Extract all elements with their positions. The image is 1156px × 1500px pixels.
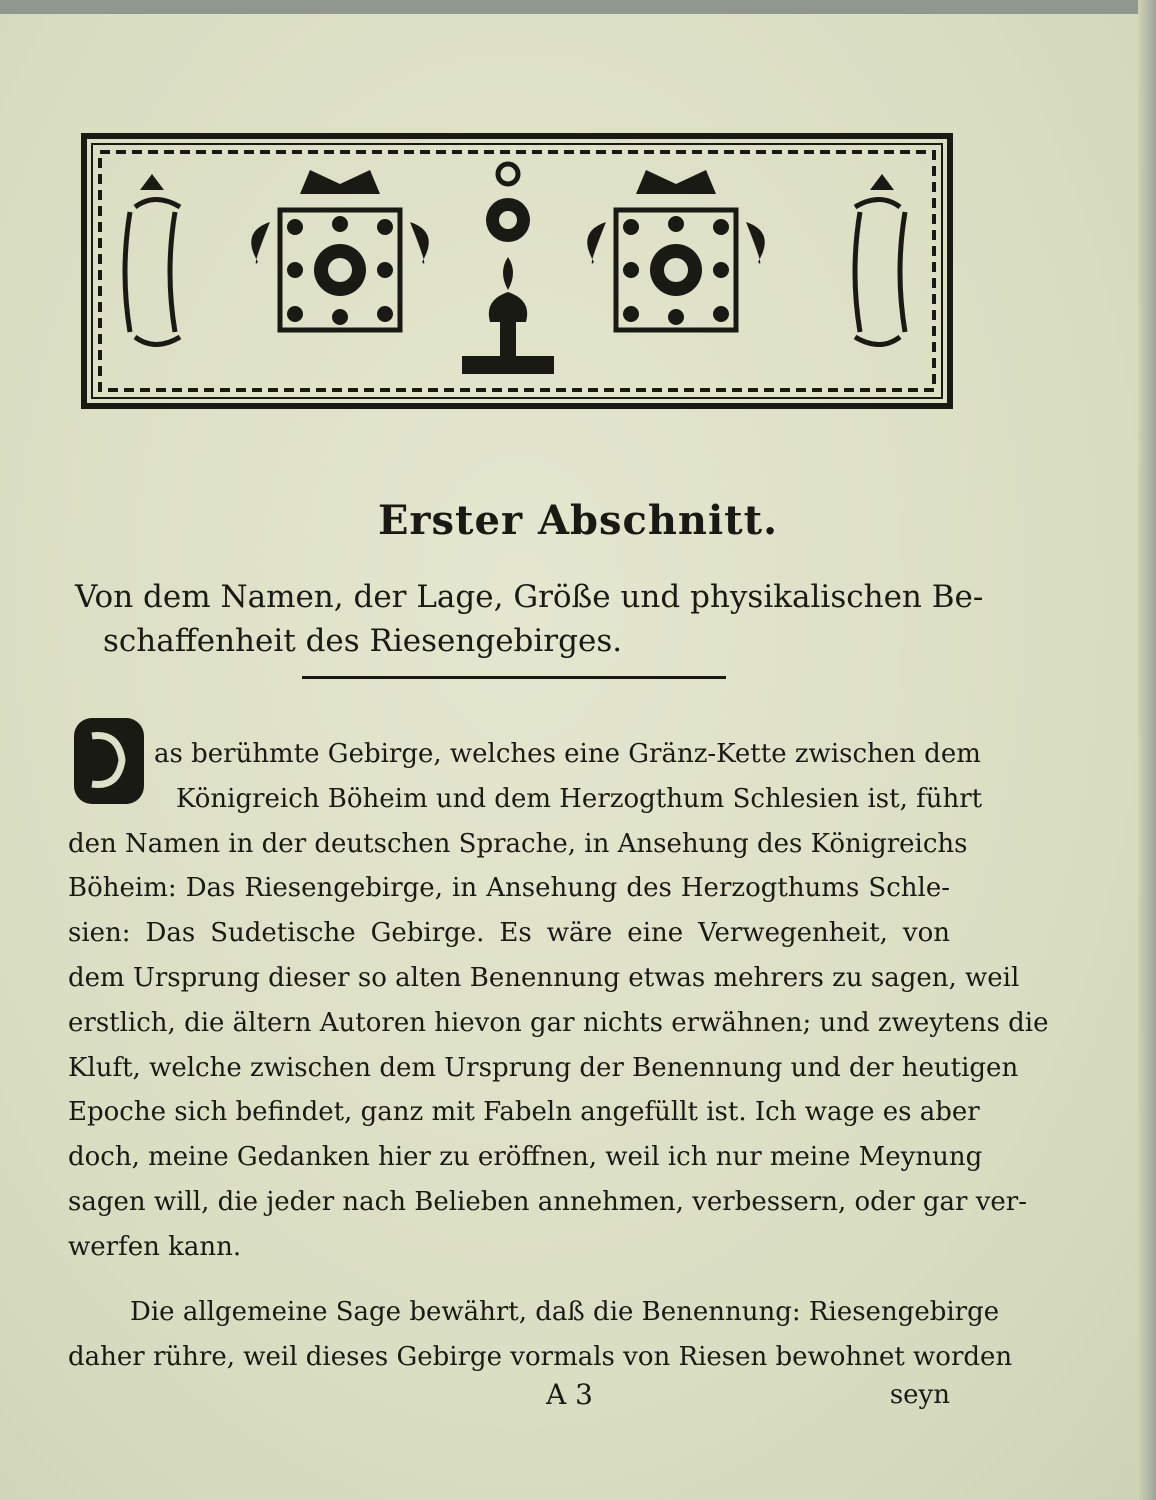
text-line: dem Ursprung dieser so alten Benennung etwas mehrers zu sagen, weil [68, 962, 1020, 993]
paragraph-1 [68, 732, 1049, 1270]
section-subtitle [75, 575, 984, 663]
paragraph-2 [68, 1290, 1013, 1380]
divider-rule [302, 676, 726, 679]
text-line: Kluft, welche zwischen dem Ursprung der Benennung und der heutigen [68, 1052, 1019, 1083]
text-line: doch, meine Gedanken hier zu eröffnen, weil ich nur meine Meynung [68, 1142, 983, 1173]
text-line: sien: Das Sudetische Gebirge. Es wäre eine Verwegenheit, von [68, 918, 950, 949]
subtitle-line: schaffenheit des Riesengebirges. [103, 623, 623, 659]
text-line: as berühmte Gebirge, welches eine Gränz-Kette zwischen dem [154, 739, 981, 769]
signature-mark: A 3 [546, 1378, 593, 1411]
subtitle-line: Von dem Namen, der Lage, Größe und physikalischen Be- [75, 579, 984, 615]
section-heading: Erster Abschnitt. [377, 497, 779, 544]
text-line: Epoche sich befindet, ganz mit Fabeln angefüllt ist. Ich wage es aber [68, 1097, 980, 1128]
decorative-headpiece [80, 132, 954, 410]
text-line: Böheim: Das Riesengebirge, in Ansehung des Herzogthums Schle- [68, 873, 950, 904]
page-footer [68, 1378, 950, 1422]
text-line: daher rühre, weil dieses Gebirge vormals von Riesen bewohnet worden [68, 1341, 1013, 1372]
catchword: seyn [889, 1380, 950, 1410]
scan-top-edge [0, 0, 1156, 14]
text-line: erstlich, die ältern Autoren hievon gar nichts erwähnen; und zweytens die [68, 1007, 1049, 1038]
scan-right-edge [1138, 0, 1156, 1500]
dropcap-letter: D [108, 772, 110, 773]
text-line: werfen kann. [68, 1231, 242, 1262]
text-line: den Namen in der deutschen Sprache, in Ansehung des Königreichs [68, 828, 968, 859]
text-line: Königreich Böheim und dem Herzogthum Schlesien ist, führt [176, 783, 983, 814]
text-line: Die allgemeine Sage bewährt, daß die Benennung: Riesengebirge [130, 1297, 1000, 1327]
text-line: sagen will, die jeder nach Belieben annehmen, verbessern, oder gar ver- [68, 1186, 1028, 1217]
